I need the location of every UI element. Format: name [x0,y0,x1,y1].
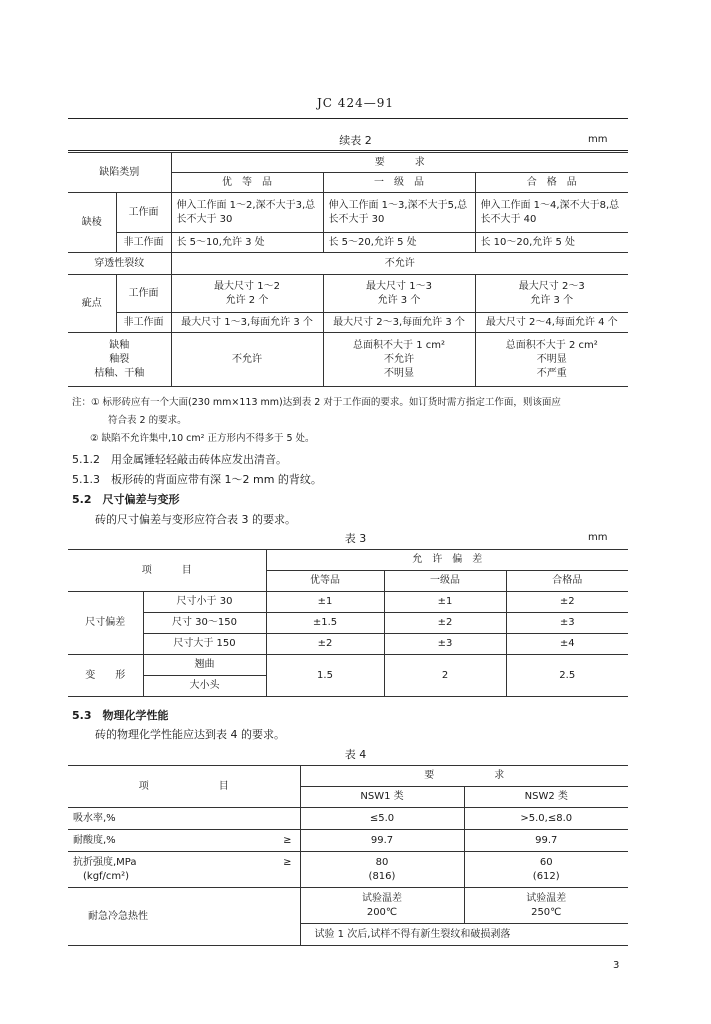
table2-req-header: 要 求 [171,153,628,173]
table2-caption: 续表 2 [339,134,372,147]
table3-grade-2: 一级品 [384,571,506,592]
table2-unit: mm [588,134,608,145]
t4-row-3-v2: 60 [539,856,553,868]
deform-v3: 2.5 [506,655,628,697]
size-row-3-v2: ±3 [384,634,506,655]
misc-labels-cell [68,333,171,387]
size-row-1-v2: ±1 [384,592,506,613]
t4-row-3-sym: ≥ [283,856,292,868]
spot-work-1 [171,275,323,313]
crack-work-3: 伸入工作面 1～4,深不大于8,总长不大于 40 [475,193,628,233]
size-row-1-v3: ±2 [506,592,628,613]
spot-working-face: 工作面 [116,275,171,313]
t4-row-2-sym: ≥ [283,834,292,846]
size-deviation-label: 尺寸偏差 [68,592,143,655]
table4-item-header: 项 目 [68,766,300,808]
table3-grade-1: 优等品 [266,571,384,592]
t4-row-4-v2: (612) [532,870,560,882]
t4-row-1-v2: >5.0,≤8.0 [464,808,628,830]
note-1a: 注：① 标形砖应有一个大面(230 mm×113 mm)达到表 2 对于工作面的要求。如订货时需方指定工作面，则该面应 [72,397,561,408]
para-5-2: 砖的尺寸偏差与变形应符合表 3 的要求。 [95,513,296,526]
misc-label-3: 桔釉、干釉 [94,367,145,379]
size-row-2-label: 尺寸 30～150 [143,613,266,634]
size-row-2-v3: ±3 [506,613,628,634]
table4-type-1: NSW1 类 [300,787,464,808]
thermal-diff-1-cell [300,888,464,924]
table3-unit: mm [588,532,608,543]
spot-work-2-b: 允许 3 个 [377,294,421,306]
spot-work-2-a: 最大尺寸 1～3 [366,280,432,292]
para-5-1-3: 5.1.3 板形砖的背面应带有深 1～2 mm 的背纹。 [72,473,322,486]
t4-row-3-label: 抗折强度,MPa [73,856,137,868]
size-row-3-v3: ±4 [506,634,628,655]
deform-sub-2: 大小头 [143,676,266,697]
spot-nonwork-1: 最大尺寸 1～3,每面允许 3 个 [171,313,323,333]
table3-tol-header: 允 许 偏 差 [266,550,628,571]
table2-grade-1: 优 等 品 [171,173,323,193]
t4-row-4-label: (kgf/cm²) [83,870,130,882]
spot-work-3 [475,275,628,313]
spot-work-1-b: 允许 2 个 [225,294,269,306]
thermal-result: 试验 1 次后,试样不得有新生裂纹和破损剥落 [300,924,628,946]
t4-row-1-label: 吸水率,% [73,812,116,824]
misc-grade3-1: 总面积不大于 2 cm² [505,339,598,351]
size-row-3-v1: ±2 [266,634,384,655]
table2-defect-header: 缺陷类别 [68,153,171,193]
t4-row-3-v2-cell [464,852,628,888]
section-5-2: 5.2 尺寸偏差与变形 [72,493,180,506]
deform-label: 变 形 [68,655,143,697]
table3 [68,549,628,697]
misc-grade3-cell [475,333,628,387]
spot-nonwork-2: 最大尺寸 2～3,每面允许 3 个 [323,313,475,333]
thermal-diff-2-label: 试验温差 [526,892,567,904]
misc-grade1: 不允许 [171,333,323,387]
t4-row-1-v1: ≤5.0 [300,808,464,830]
deform-v1: 1.5 [266,655,384,697]
table3-item-header: 项 目 [68,550,266,592]
thermal-label: 耐急冷急热性 [68,888,300,946]
size-row-1-v1: ±1 [266,592,384,613]
size-row-2-v2: ±2 [384,613,506,634]
size-row-2-v1: ±1.5 [266,613,384,634]
document-header: JC 424—91 [317,96,394,110]
crack-work-2: 伸入工作面 1～3,深不大于5,总长不大于 30 [323,193,475,233]
spot-nonworking-face: 非工作面 [116,313,171,333]
table4-req-header: 要 求 [300,766,628,787]
crack-nonworking-face: 非工作面 [116,233,171,253]
spot-work-1-a: 最大尺寸 1～2 [214,280,280,292]
table4 [68,765,628,946]
table2-grade-2: 一 级 品 [323,173,475,193]
t4-row-2-label-cell [68,830,300,852]
spot-work-3-b: 允许 3 个 [530,294,574,306]
table4-caption: 表 4 [344,748,367,761]
t4-row-2-v1: 99.7 [300,830,464,852]
t4-row-1-label-cell [68,808,300,830]
misc-grade2-2: 不允许 [384,353,414,365]
crack-label: 缺棱 [68,193,116,253]
note-2: ② 缺陷不允许集中,10 cm² 正方形内不得多于 5 处。 [90,433,315,444]
through-crack-label: 穿透性裂纹 [68,253,171,275]
table2-top-rule [68,150,628,151]
header-rule [68,118,628,119]
spot-nonwork-3: 最大尺寸 2～4,每面允许 4 个 [475,313,628,333]
thermal-diff-1-value: 200℃ [366,906,398,918]
spot-work-2 [323,275,475,313]
spot-label: 疵点 [68,275,116,333]
thermal-diff-1-label: 试验温差 [362,892,402,904]
table4-type-2: NSW2 类 [464,787,628,808]
page-number: 3 [613,960,620,971]
thermal-diff-2-value: 250℃ [531,906,562,918]
misc-grade3-3: 不严重 [536,367,567,379]
table3-grade-3: 合格品 [506,571,628,592]
t4-row-3-v1: 80 [375,856,389,868]
t4-row-3-label-cell [68,852,300,888]
misc-grade2-1: 总面积不大于 1 cm² [353,339,445,351]
crack-working-face: 工作面 [116,193,171,233]
crack-nonwork-2: 长 5～20,允许 5 处 [323,233,475,253]
para-5-1-2: 5.1.2 用金属锤轻轻敲击砖体应发出清音。 [72,453,287,466]
table2 [68,152,628,387]
size-row-1-label: 尺寸小于 30 [143,592,266,613]
crack-work-1: 伸入工作面 1～2,深不大于3,总长不大于 30 [171,193,323,233]
deform-v2: 2 [384,655,506,697]
misc-grade3-2: 不明显 [536,353,567,365]
misc-label-2: 釉裂 [109,353,130,365]
size-row-3-label: 尺寸大于 150 [143,634,266,655]
deform-sub-1: 翘曲 [143,655,266,676]
t4-row-2-v2: 99.7 [464,830,628,852]
para-5-3: 砖的物理化学性能应达到表 4 的要求。 [95,728,285,741]
spot-work-3-a: 最大尺寸 2～3 [518,280,585,292]
misc-grade2-cell [323,333,475,387]
crack-nonwork-3: 长 10～20,允许 5 处 [475,233,628,253]
t4-row-3-v1-cell [300,852,464,888]
note-1b: 符合表 2 的要求。 [108,415,187,426]
section-5-3: 5.3 物理化学性能 [72,709,169,722]
table3-caption: 表 3 [344,532,367,545]
table2-grade-3: 合 格 品 [475,173,628,193]
misc-label-1: 缺釉 [109,339,130,351]
crack-nonwork-1: 长 5～10,允许 3 处 [171,233,323,253]
through-crack-value: 不允许 [171,253,628,275]
t4-row-4-v1: (816) [368,870,396,882]
t4-row-2-label: 耐酸度,% [73,834,116,846]
misc-grade2-3: 不明显 [384,367,414,379]
thermal-diff-2-cell [464,888,628,924]
